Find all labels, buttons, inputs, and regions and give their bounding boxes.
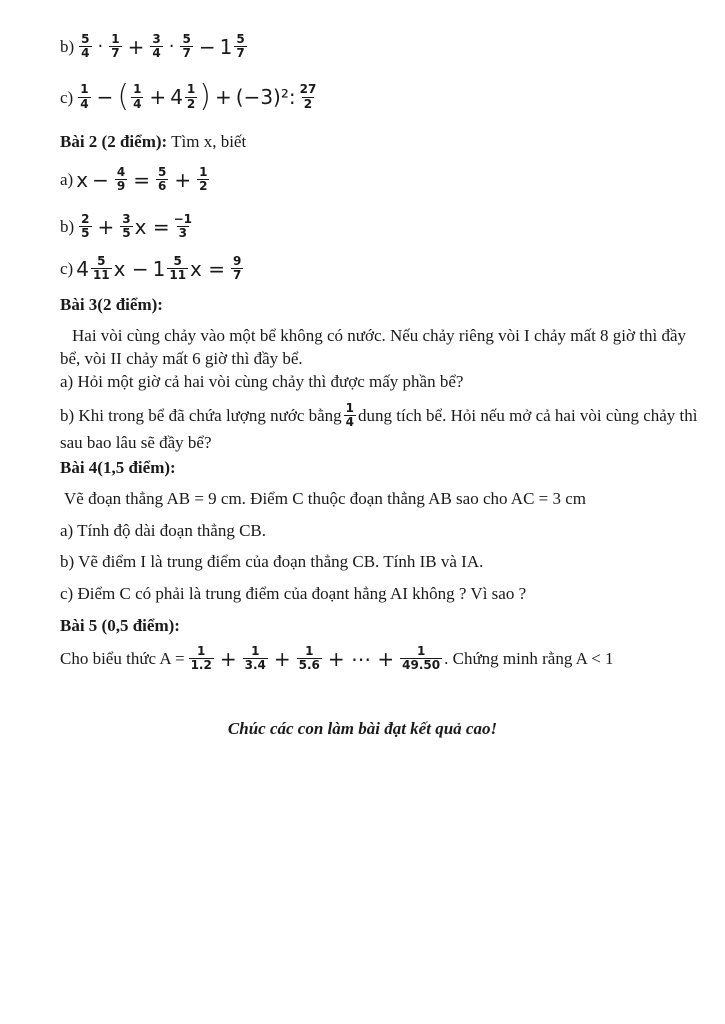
operator: − bbox=[92, 167, 109, 192]
bai4-intro: Vẽ đoạn thẳng AB = 9 cm. Điểm C thuộc đoạn thẳng AB sao cho AC = 3 cm bbox=[64, 489, 587, 508]
mixed-whole: 1 bbox=[152, 256, 166, 281]
fraction: $\frac{1}{4}$ bbox=[133, 82, 142, 111]
fraction: $\frac{3}{5}$ bbox=[122, 212, 131, 241]
operator: + bbox=[219, 646, 237, 671]
closing-message: Chúc các con làm bài đạt kết quả cao! bbox=[227, 719, 498, 738]
operator: + bbox=[149, 85, 167, 109]
fraction: $\frac{3}{4}$ bbox=[152, 32, 161, 61]
bai2-heading: Bài 2 (2 điểm): bbox=[60, 132, 168, 151]
mixed-whole: 4 bbox=[76, 256, 89, 281]
fraction: $\frac{1}{7}$ bbox=[111, 32, 120, 61]
fraction: $\frac{1}{5.6}$ bbox=[298, 644, 320, 673]
bai2-c-line bbox=[60, 255, 245, 282]
fraction: $\frac{5}{7}$ bbox=[182, 32, 191, 61]
operator: − bbox=[96, 85, 114, 109]
bai3-question-b-line1 bbox=[60, 402, 698, 429]
fraction: $\frac{5}{6}$ bbox=[157, 165, 167, 194]
bai2-b-label: b) bbox=[60, 217, 75, 237]
power-term: (−3)²: bbox=[235, 85, 296, 109]
bai3-paragraph-line2: bể, vòi II chảy mất 6 giờ thì đầy bể. bbox=[60, 349, 303, 368]
operator: + bbox=[273, 646, 291, 671]
fraction: $\frac{-1}{3}$ bbox=[173, 212, 193, 241]
fraction: $\frac{1}{4}$ bbox=[80, 82, 89, 111]
variable-x: x bbox=[76, 167, 89, 192]
fraction: $\frac{2}{5}$ bbox=[81, 212, 90, 241]
right-paren: ) bbox=[199, 79, 211, 114]
left-paren: ( bbox=[117, 79, 130, 114]
bai5-suffix: . Chứng minh rằng A < 1 bbox=[444, 649, 614, 669]
x-minus: x − bbox=[113, 256, 149, 281]
bai3-question-a: a) Hỏi một giờ cả hai vòi cùng chảy thì được mấy phần bể? bbox=[60, 372, 464, 391]
operator: + bbox=[174, 167, 192, 192]
fraction: $\frac{27}{2}$ bbox=[299, 82, 317, 111]
fraction: $\frac{5}{11}$ bbox=[92, 254, 110, 283]
bai3-heading: Bài 3(2 điểm): bbox=[60, 295, 163, 314]
fraction: $\frac{4}{9}$ bbox=[116, 165, 126, 194]
bai2-instruction: Tìm x, biết bbox=[167, 132, 247, 151]
bai1-b-line bbox=[60, 33, 249, 60]
operator: + bbox=[215, 85, 232, 109]
bai4-question-a: a) Tính độ dài đoạn thẳng CB. bbox=[60, 521, 267, 540]
bai2-c-label: c) bbox=[60, 259, 74, 279]
bai2-heading-line bbox=[60, 133, 246, 150]
x-equals: x = bbox=[190, 256, 225, 281]
operator: = bbox=[133, 167, 150, 192]
bai1-b-label: b) bbox=[60, 37, 75, 57]
bai3-b-part2: dung tích bể. Hỏi nếu mở cả hai vòi cùng chảy thì bbox=[358, 406, 698, 426]
fraction: $\frac{1}{4}$ bbox=[345, 401, 355, 430]
bai3-b-part1: b) Khi trong bể đã chứa lượng nước bằng bbox=[60, 406, 342, 426]
bai2-a-label: a) bbox=[60, 170, 74, 190]
fraction: $\frac{1}{2}$ bbox=[186, 82, 196, 111]
fraction: $\frac{9}{7}$ bbox=[233, 254, 242, 283]
fraction: $\frac{5}{11}$ bbox=[169, 254, 187, 283]
bai5-heading: Bài 5 (0,5 điểm): bbox=[60, 616, 180, 635]
fraction: $\frac{1}{2}$ bbox=[199, 165, 208, 194]
bai2-a-line bbox=[60, 166, 211, 193]
bai3-question-b-line2: sau bao lâu sẽ đầy bể? bbox=[60, 433, 212, 452]
x-equals: x = bbox=[134, 214, 170, 239]
operator: · bbox=[168, 35, 175, 57]
mixed-whole: 1 bbox=[219, 34, 233, 59]
operator: + ⋯ + bbox=[327, 646, 395, 671]
fraction: $\frac{1}{1.2}$ bbox=[190, 644, 212, 673]
mixed-whole: 4 bbox=[170, 85, 183, 109]
operator: + bbox=[97, 214, 115, 239]
bai5-prefix: Cho biểu thức A = bbox=[60, 649, 185, 669]
fraction: $\frac{5}{7}$ bbox=[236, 32, 245, 61]
fraction: $\frac{1}{3.4}$ bbox=[244, 644, 266, 673]
fraction: $\frac{5}{4}$ bbox=[81, 32, 90, 61]
bai5-expression-line bbox=[60, 645, 614, 672]
operator: + bbox=[127, 34, 145, 59]
fraction: $\frac{1}{49.50}$ bbox=[402, 644, 441, 673]
bai1-c-label: c) bbox=[60, 87, 74, 107]
bai1-c-line bbox=[60, 79, 320, 114]
operator: − bbox=[198, 34, 216, 59]
bai4-heading: Bài 4(1,5 điểm): bbox=[60, 458, 176, 477]
bai4-question-b: b) Vẽ điểm I là trung điểm của đoạn thẳng CB. Tính IB và IA. bbox=[60, 552, 484, 571]
bai4-question-c: c) Điểm C có phải là trung điểm của đoạnt hẳng AI không ? Vì sao ? bbox=[60, 584, 527, 603]
bai2-b-line bbox=[60, 213, 196, 240]
bai3-paragraph-line1: Hai vòi cùng chảy vào một bể không có nước. Nếu chảy riêng vòi I chảy mất 8 giờ thì đầy bbox=[72, 326, 687, 345]
operator: · bbox=[97, 35, 104, 57]
